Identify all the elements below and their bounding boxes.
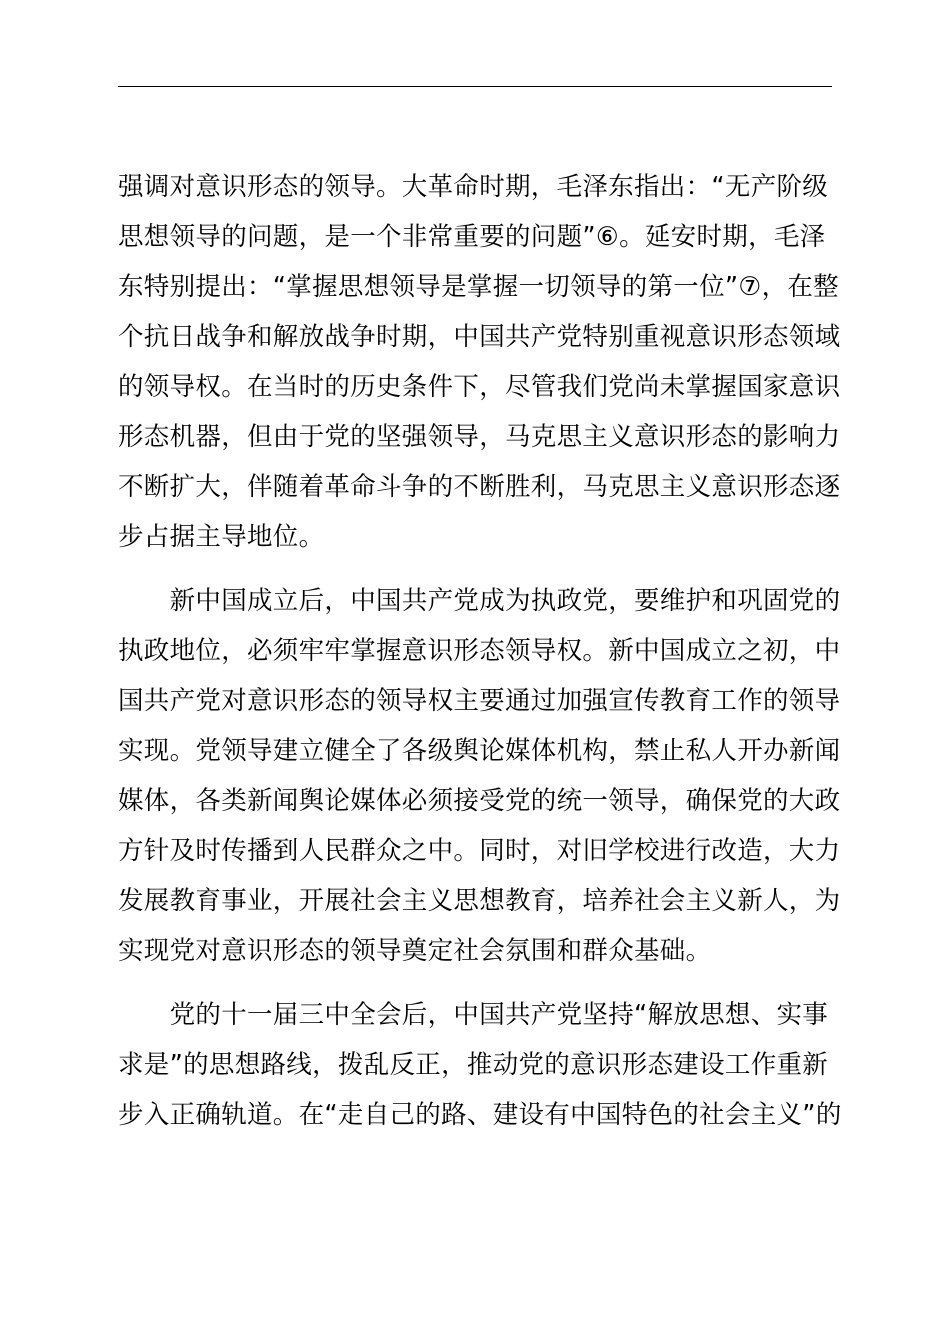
text-line: 国共产党对意识形态的领导权主要通过加强宣传教育工作的领导	[118, 686, 841, 716]
paragraph-1	[118, 162, 841, 562]
paragraph-2	[118, 576, 841, 976]
paragraph-3	[118, 990, 842, 1140]
text-line: 新中国成立后，中国共产党成为执政党，要维护和巩固党的	[118, 586, 841, 616]
text-line: 个抗日战争和解放战争时期，中国共产党特别重视意识形态领域	[118, 322, 841, 352]
text-line: 方针及时传播到人民群众之中。同时，对旧学校进行改造，大力	[118, 836, 841, 866]
text-line: 思想领导的问题，是一个非常重要的问题”⑥。延安时期，毛泽	[118, 222, 826, 252]
text-line: 实现。党领导建立健全了各级舆论媒体机构，禁止私人开办新闻	[118, 736, 841, 766]
text-line: 形态机器，但由于党的坚强领导，马克思主义意识形态的影响力	[118, 422, 841, 452]
text-line: 强调对意识形态的领导。大革命时期，毛泽东指出：“无产阶级	[118, 172, 829, 202]
body-text	[118, 162, 842, 1154]
text-line: 的领导权。在当时的历史条件下，尽管我们党尚未掌握国家意识	[118, 372, 841, 402]
text-line: 发展教育事业，开展社会主义思想教育，培养社会主义新人，为	[118, 886, 841, 916]
text-line: 不断扩大，伴随着革命斗争的不断胜利，马克思主义意识形态逐	[118, 472, 841, 502]
text-line: 执政地位，必须牢牢掌握意识形态领导权。新中国成立之初，中	[118, 636, 841, 666]
text-line: 步入正确轨道。在“走自己的路、建设有中国特色的社会主义”的	[118, 1100, 842, 1130]
header-rule	[118, 86, 832, 87]
text-line: 步占据主导地位。	[118, 522, 325, 552]
text-line: 求是”的思想路线，拨乱反正，推动党的意识形态建设工作重新	[118, 1050, 829, 1080]
text-line: 东特别提出：“掌握思想领导是掌握一切领导的第一位”⑦，在整	[118, 272, 839, 302]
text-line: 媒体，各类新闻舆论媒体必须接受党的统一领导，确保党的大政	[118, 786, 841, 816]
text-line: 党的十一届三中全会后，中国共产党坚持“解放思想、实事	[118, 1000, 829, 1030]
text-line: 实现党对意识形态的领导奠定社会氛围和群众基础。	[118, 936, 712, 966]
